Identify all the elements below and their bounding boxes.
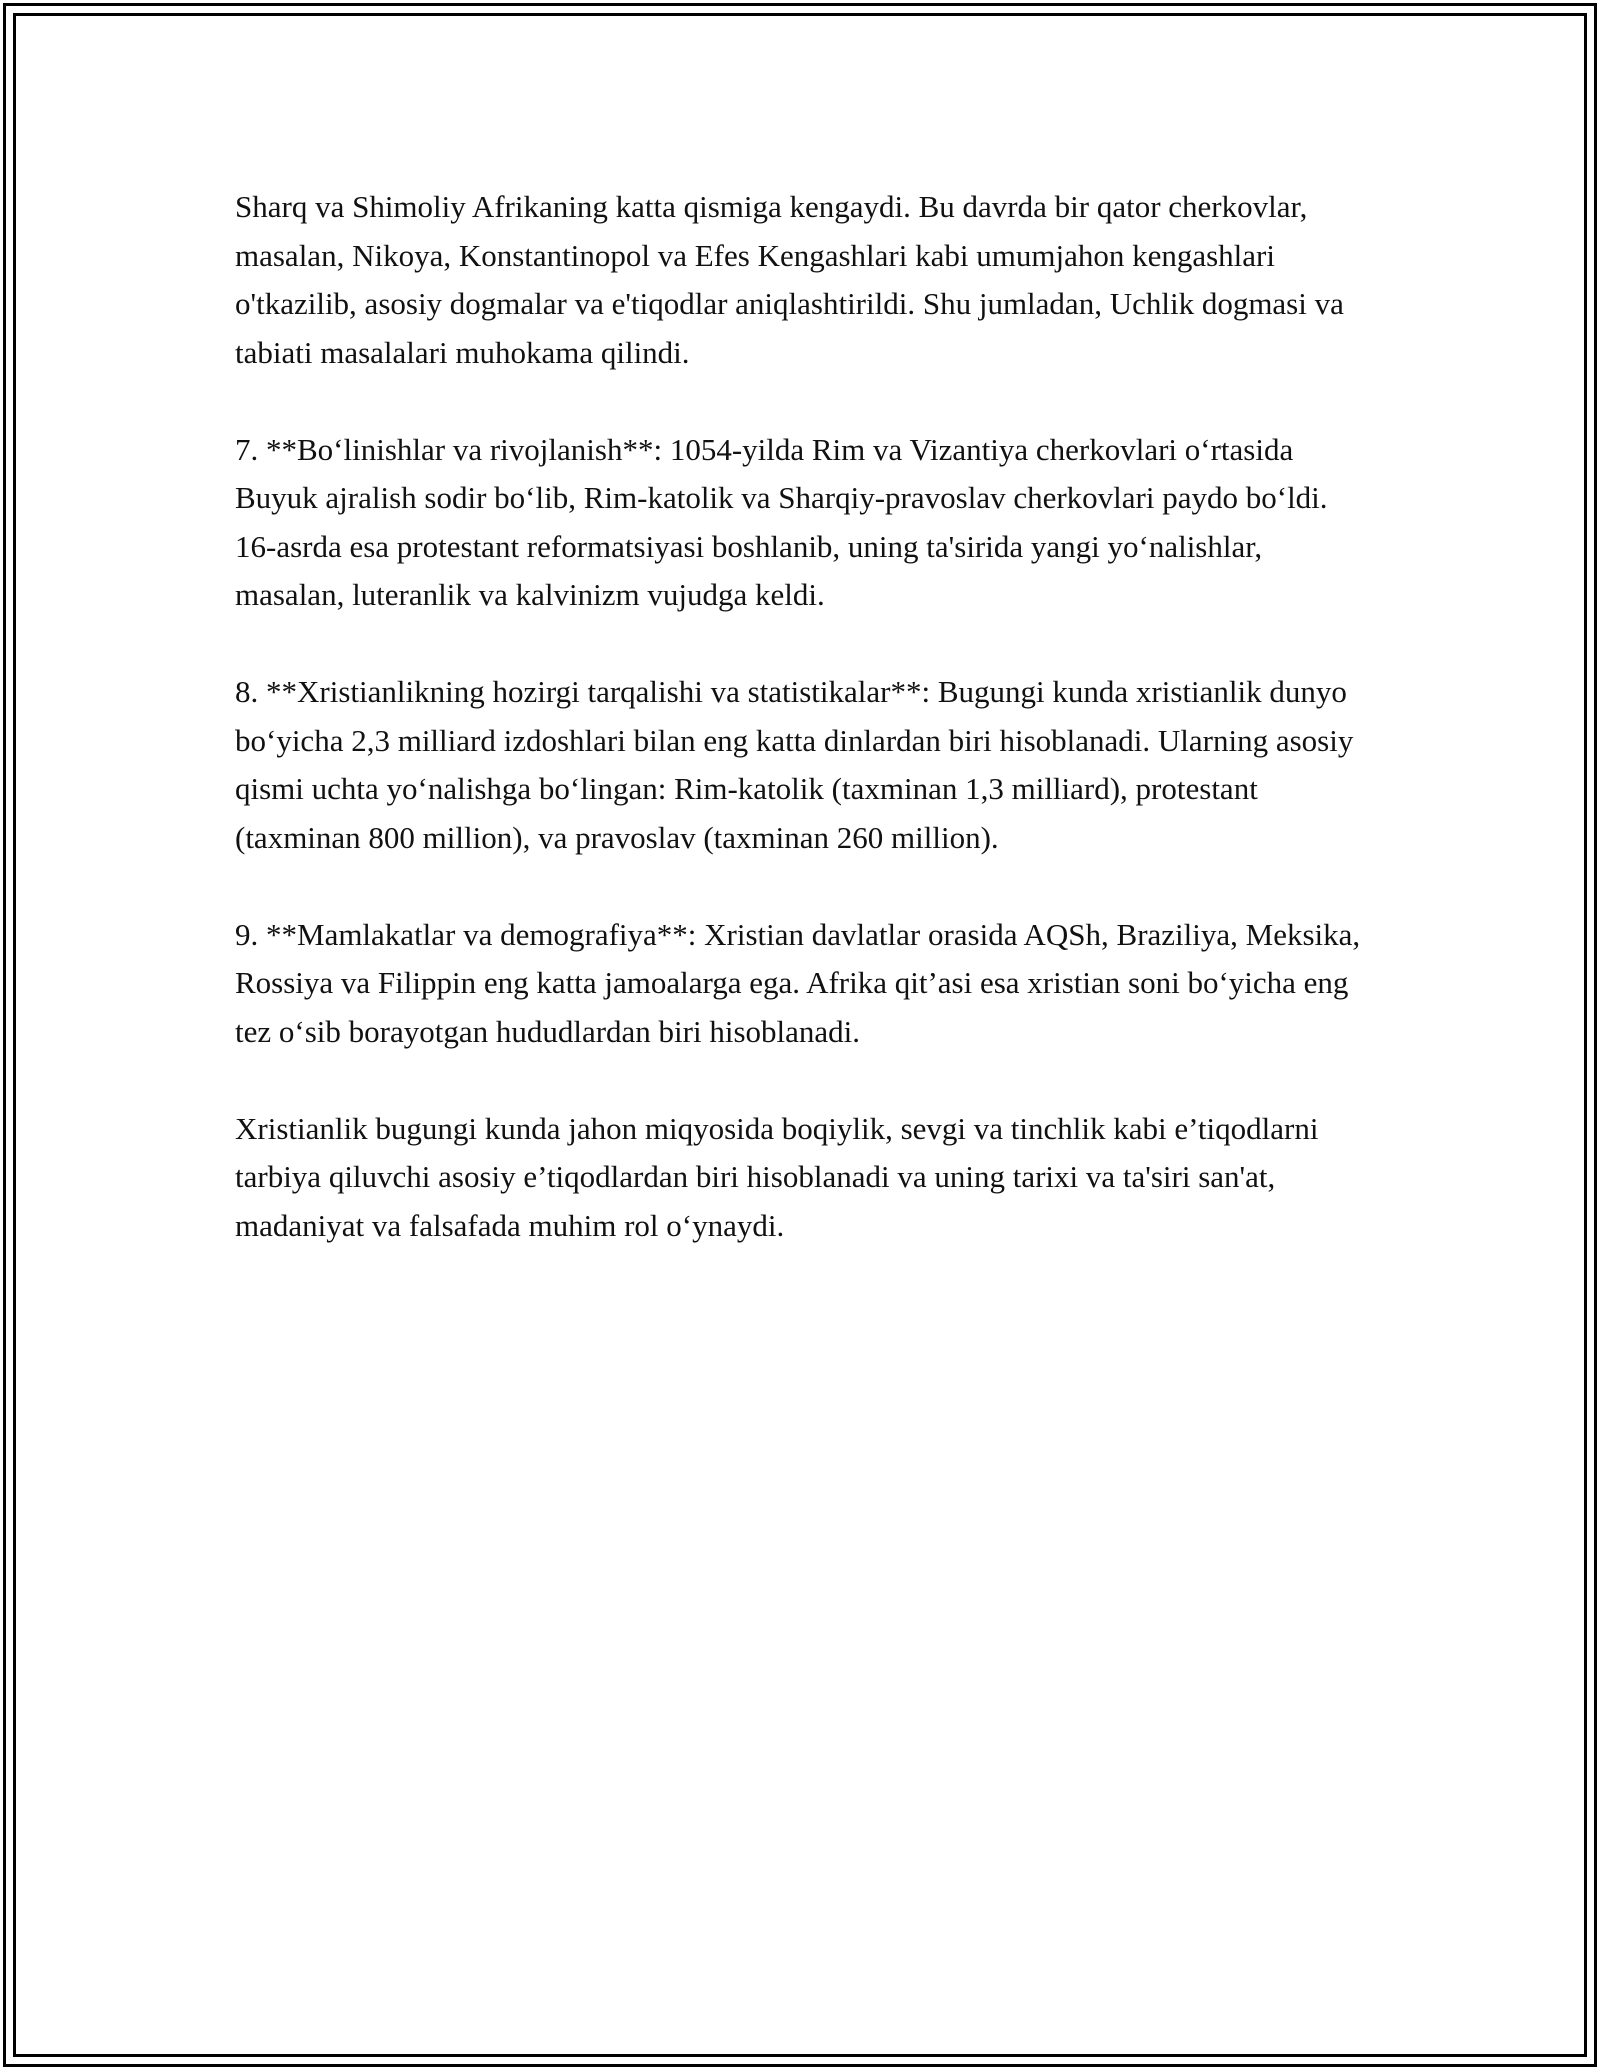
paragraph-divisions-and-development: 7. **Bo‘linishlar va rivojlanish**: 1054-yilda Rim va Vizantiya cherkovlari o‘rtasida Buyuk ajralish sodir bo‘lib, Rim-katolik va Sharqiy-pravoslav cherkovlari paydo bo‘ldi. 16-asrda esa protestant reformatsiyasi boshlanib, uning ta'sirida yangi yo‘nalishlar, masalan, luteranlik va kalvinizm vujudga keldi.: [235, 431, 1328, 612]
document-body: [235, 183, 1365, 1299]
paragraph-current-distribution: 8. **Xristianlikning hozirgi tarqalishi va statistikalar**: Bugungi kunda xristianlik dunyo bo‘yicha 2,3 milliard izdoshlari bilan eng katta dinlardan biri hisoblanadi. Ularning asosiy qismi uchta yo‘nalishga bo‘lingan: Rim-katolik (taxminan 1,3 milliard), protestant (taxminan 800 million), va pravoslav (taxminan 260 million).: [235, 674, 1354, 855]
paragraph-conclusion: Xristianlik bugungi kunda jahon miqyosida boqiylik, sevgi va tinchlik kabi e’tiqodlarni tarbiya qiluvchi asosiy e’tiqodlardan biri hisoblanadi va uning tarixi va ta'siri san'at, madaniyat va falsafada muhim rol o‘ynaydi.: [235, 1110, 1319, 1243]
paragraph-countries-demography: 9. **Mamlakatlar va demografiya**: Xristian davlatlar orasida AQSh, Braziliya, Meksika, Rossiya va Filippin eng katta jamoalarga ega. Afrika qit’asi esa xristian soni bo‘yicha eng tez o‘sib borayotgan hududlardan biri hisoblanadi.: [235, 916, 1361, 1049]
paragraph-intro-continuation: Sharq va Shimoliy Afrikaning katta qismiga kengaydi. Bu davrda bir qator cherkovlar, masalan, Nikoya, Konstantinopol va Efes Kengashlari kabi umumjahon kengashlari o'tkazilib, asosiy dogmalar va e'tiqodlar aniqlashtirildi. Shu jumladan, Uchlik dogmasi va tabiati masalalari muhokama qilindi.: [235, 189, 1344, 370]
